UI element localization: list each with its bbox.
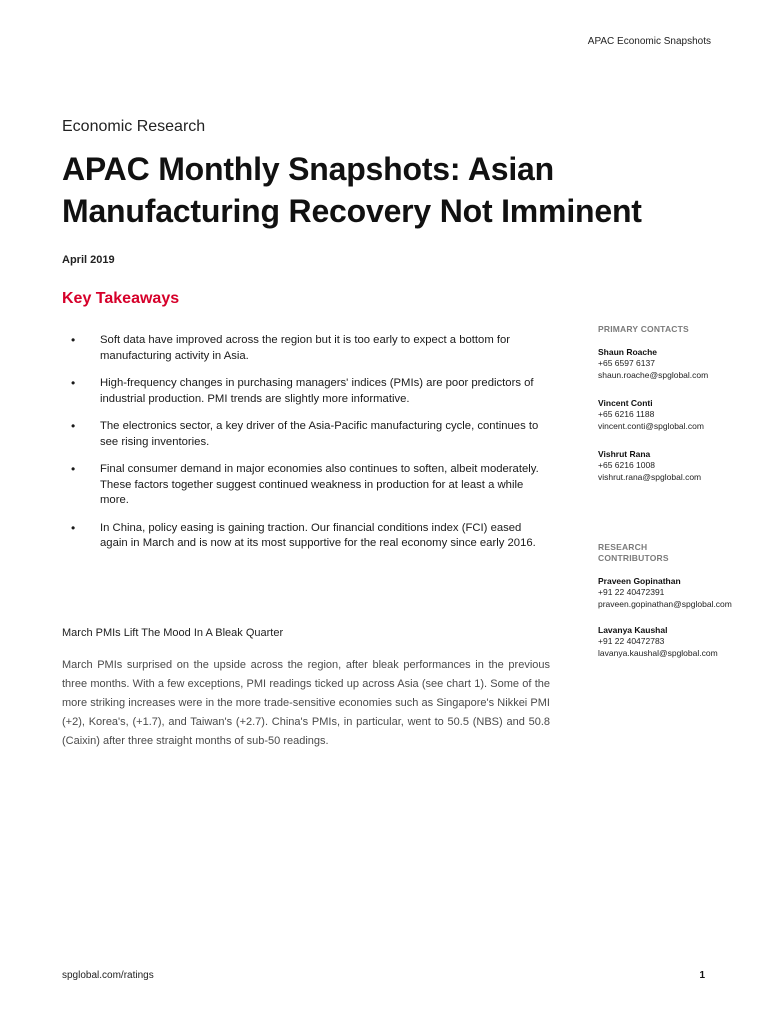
bullet-icon: • bbox=[71, 333, 76, 347]
takeaway-text: Final consumer demand in major economies also continues to soften, albeit moderately. These factors together suggest continued weakness in production for at least a while more. bbox=[100, 463, 539, 506]
contact-name: Shaun Roache bbox=[598, 347, 658, 357]
page-title: APAC Monthly Snapshots: Asian Manufacturing Recovery Not Imminent bbox=[62, 151, 642, 229]
primary-contacts-panel bbox=[598, 324, 758, 499]
publication-date: April 2019 bbox=[62, 254, 115, 266]
takeaway-item bbox=[62, 521, 552, 552]
bullet-icon: • bbox=[71, 462, 76, 476]
contact-phone: +65 6597 6137 bbox=[598, 358, 655, 368]
research-contributors-panel bbox=[598, 542, 758, 673]
takeaway-text: Soft data have improved across the region but it is too early to expect a bottom for manufacturing activity in Asia. bbox=[100, 334, 511, 362]
key-takeaways-heading: Key Takeaways bbox=[62, 290, 180, 307]
contact-card bbox=[598, 448, 758, 483]
contact-name: Praveen Gopinathan bbox=[598, 576, 681, 586]
section-heading: March PMIs Lift The Mood In A Bleak Quarter bbox=[62, 627, 284, 639]
takeaway-item bbox=[62, 376, 552, 407]
research-contributors-heading-line1: RESEARCH bbox=[598, 542, 648, 552]
contact-phone: +65 6216 1008 bbox=[598, 460, 655, 470]
takeaway-item bbox=[62, 333, 552, 364]
contact-card bbox=[598, 575, 758, 610]
contact-email[interactable]: vishrut.rana@spglobal.com bbox=[598, 471, 702, 482]
document-category: Economic Research bbox=[62, 118, 206, 135]
contact-phone: +65 6216 1188 bbox=[598, 409, 655, 419]
contact-email[interactable]: praveen.gopinathan@spglobal.com bbox=[598, 598, 732, 609]
contact-email[interactable]: lavanya.kaushal@spglobal.com bbox=[598, 647, 718, 658]
key-takeaways-list bbox=[62, 333, 552, 564]
takeaway-item bbox=[62, 419, 552, 450]
contact-name: Vishrut Rana bbox=[598, 449, 651, 459]
bullet-icon: • bbox=[71, 520, 76, 535]
primary-contacts-heading: PRIMARY CONTACTS bbox=[598, 324, 689, 334]
running-header: APAC Economic Snapshots bbox=[587, 36, 711, 47]
contact-email[interactable]: vincent.conti@spglobal.com bbox=[598, 420, 704, 431]
contact-name: Vincent Conti bbox=[598, 398, 653, 408]
research-contributors-heading bbox=[598, 542, 758, 564]
bullet-icon: • bbox=[71, 419, 76, 433]
research-contributors-heading-line2: CONTRIBUTORS bbox=[598, 553, 669, 563]
body-paragraph: March PMIs surprised on the upside across the region, after bleak performances in the previous three months. With a few exceptions, PMI readings ticked up across Asia (see chart 1). Some of the more striking increases were in the more trade-sensitive economies such as Singapore's Nikkei PMI (+2), Korea's, (+1.7), and Taiwan's (+2.7). China's PMIs, in particular, went to 50.5 (NBS) and 50.8 (Caixin) after three straight months of sub-50 readings. bbox=[62, 659, 550, 747]
contact-card bbox=[598, 397, 758, 432]
takeaway-text: In China, policy easing is gaining traction. Our financial conditions index (FCI) eased again in March and is now at its most supportive for the real economy since early 2016. bbox=[100, 521, 536, 549]
takeaway-text: High-frequency changes in purchasing managers' indices (PMIs) are poor predictors of industrial production. PMI trends are slightly more informative. bbox=[100, 377, 534, 405]
takeaway-text: The electronics sector, a key driver of the Asia-Pacific manufacturing cycle, continues to see rising inventories. bbox=[100, 420, 539, 448]
contact-name: Lavanya Kaushal bbox=[598, 625, 668, 635]
contact-email[interactable]: shaun.roache@spglobal.com bbox=[598, 369, 709, 380]
page-number: 1 bbox=[699, 970, 705, 981]
contact-card bbox=[598, 346, 758, 381]
footer-website-link[interactable]: spglobal.com/ratings bbox=[62, 970, 154, 981]
bullet-icon: • bbox=[71, 376, 76, 390]
contact-phone: +91 22 40472783 bbox=[598, 636, 665, 646]
takeaway-item bbox=[62, 462, 552, 509]
contact-phone: +91 22 40472391 bbox=[598, 587, 665, 597]
contact-card bbox=[598, 624, 758, 659]
